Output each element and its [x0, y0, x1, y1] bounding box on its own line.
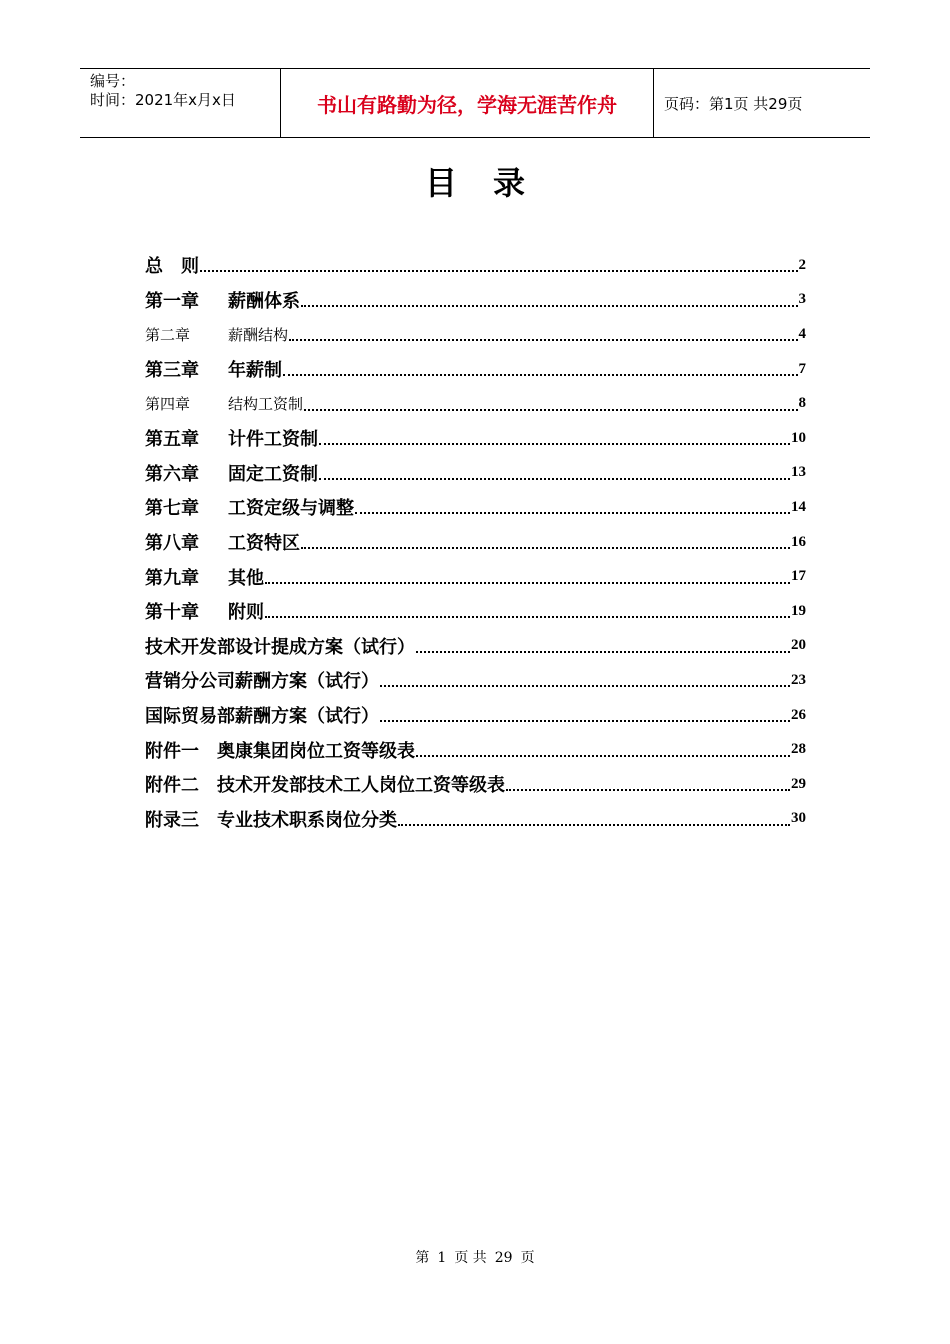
toc-dot-leader	[380, 720, 790, 722]
toc-dot-leader	[265, 582, 790, 584]
toc-entry-title: 国际贸易部薪酬方案（试行）	[145, 706, 379, 728]
toc-dot-leader	[416, 651, 790, 653]
toc-dot-leader	[319, 443, 790, 445]
header-page-info: 页码：第1页 共29页	[664, 94, 803, 113]
toc-chapter-label: 第九章	[145, 567, 199, 589]
toc-entry-title: 技术开发部设计提成方案（试行）	[145, 636, 415, 658]
toc-entry-title: 薪酬结构	[228, 325, 289, 344]
toc-page-number: 20	[791, 637, 806, 654]
toc-entry-title: 结构工资制	[228, 395, 304, 414]
toc-entry[interactable]	[145, 456, 806, 491]
header-left-cell	[80, 69, 281, 137]
toc-page-number: 7	[798, 360, 806, 377]
footer-prefix: 第	[415, 1250, 430, 1266]
toc-entry-title: 营销分公司薪酬方案（试行）	[145, 671, 379, 693]
toc-chapter-label: 第六章	[145, 463, 199, 485]
toc-page-number: 23	[791, 671, 806, 688]
toc-dot-leader	[200, 270, 798, 272]
toc-entry-title: 其他	[228, 567, 264, 589]
toc-page-number: 26	[791, 706, 806, 723]
toc-dot-leader	[301, 547, 790, 549]
toc-dot-leader	[506, 789, 790, 791]
toc-page-number: 28	[791, 741, 806, 758]
toc-dot-leader	[289, 339, 797, 341]
toc-entry[interactable]	[145, 629, 806, 664]
toc-entry-title: 附则	[228, 602, 264, 624]
toc-entry[interactable]	[145, 490, 806, 525]
toc-entry[interactable]	[145, 559, 806, 594]
toc-entry[interactable]	[145, 283, 806, 318]
toc-page-number: 29	[791, 775, 806, 792]
toc-dot-leader	[398, 824, 790, 826]
toc-entry[interactable]	[145, 663, 806, 698]
toc-entry[interactable]	[145, 352, 806, 387]
toc-dot-leader	[283, 374, 798, 376]
toc-entry[interactable]	[145, 698, 806, 733]
document-title: 目录	[424, 164, 561, 202]
toc-page-number: 8	[798, 395, 806, 412]
toc-page-number: 16	[791, 533, 806, 550]
toc-dot-leader	[380, 685, 790, 687]
toc-entry[interactable]	[145, 732, 806, 767]
toc-page-number: 19	[791, 602, 806, 619]
footer-middle: 页 共	[454, 1250, 487, 1266]
toc-entry[interactable]	[145, 248, 806, 283]
toc-dot-leader	[265, 616, 790, 618]
toc-entry[interactable]	[145, 594, 806, 629]
toc-entry-title: 附件一 奥康集团岗位工资等级表	[145, 740, 415, 762]
toc-page-number: 14	[791, 498, 806, 515]
toc-chapter-label: 第八章	[145, 533, 199, 555]
toc-entry-title: 工资定级与调整	[228, 498, 354, 520]
toc-page-number: 30	[791, 810, 806, 827]
toc-entry-title: 年薪制	[228, 360, 282, 382]
toc-entry-title: 计件工资制	[228, 429, 318, 451]
toc-entry[interactable]	[145, 767, 806, 802]
toc-entry-title: 工资特区	[228, 533, 300, 555]
toc-page-number: 13	[791, 464, 806, 481]
toc-entry[interactable]	[145, 421, 806, 456]
header-number-label: 编号：	[90, 72, 136, 90]
header-motto: 书山有路勤为径，学海无涯苦作舟	[281, 69, 654, 137]
toc-entry[interactable]	[145, 386, 806, 421]
toc-chapter-label: 第三章	[145, 360, 199, 382]
toc-page-number: 17	[791, 568, 806, 585]
toc-entry[interactable]	[145, 802, 806, 837]
footer-suffix: 页	[520, 1250, 535, 1266]
toc-chapter-label: 第四章	[145, 395, 191, 414]
header-time-label: 时间：2021年x月x日	[90, 91, 236, 109]
toc-dot-leader	[319, 478, 790, 480]
toc-chapter-label: 第一章	[145, 290, 199, 312]
toc-chapter-label: 第二章	[145, 325, 191, 344]
page-footer	[0, 1247, 950, 1267]
toc-entry-title: 附件二 技术开发部技术工人岗位工资等级表	[145, 775, 505, 797]
footer-current-page: 1	[437, 1250, 447, 1266]
toc-entry[interactable]	[145, 317, 806, 352]
toc-entry-title: 附录三 专业技术职系岗位分类	[145, 809, 397, 831]
page-header	[80, 68, 870, 138]
toc-entry-title: 薪酬体系	[228, 290, 300, 312]
toc-entry[interactable]	[145, 525, 806, 560]
toc-chapter-label: 总 则	[145, 256, 199, 278]
toc-chapter-label: 第七章	[145, 498, 199, 520]
toc-dot-leader	[304, 409, 797, 411]
toc-chapter-label: 第十章	[145, 602, 199, 624]
toc-dot-leader	[416, 755, 790, 757]
toc-dot-leader	[301, 305, 798, 307]
toc-page-number: 4	[798, 325, 806, 342]
table-of-contents	[145, 248, 806, 836]
toc-page-number: 2	[798, 256, 806, 273]
toc-entry-title: 固定工资制	[228, 463, 318, 485]
footer-total-pages: 29	[494, 1250, 513, 1266]
toc-page-number: 10	[791, 429, 806, 446]
toc-page-number: 3	[798, 291, 806, 308]
toc-dot-leader	[355, 512, 790, 514]
toc-chapter-label: 第五章	[145, 429, 199, 451]
